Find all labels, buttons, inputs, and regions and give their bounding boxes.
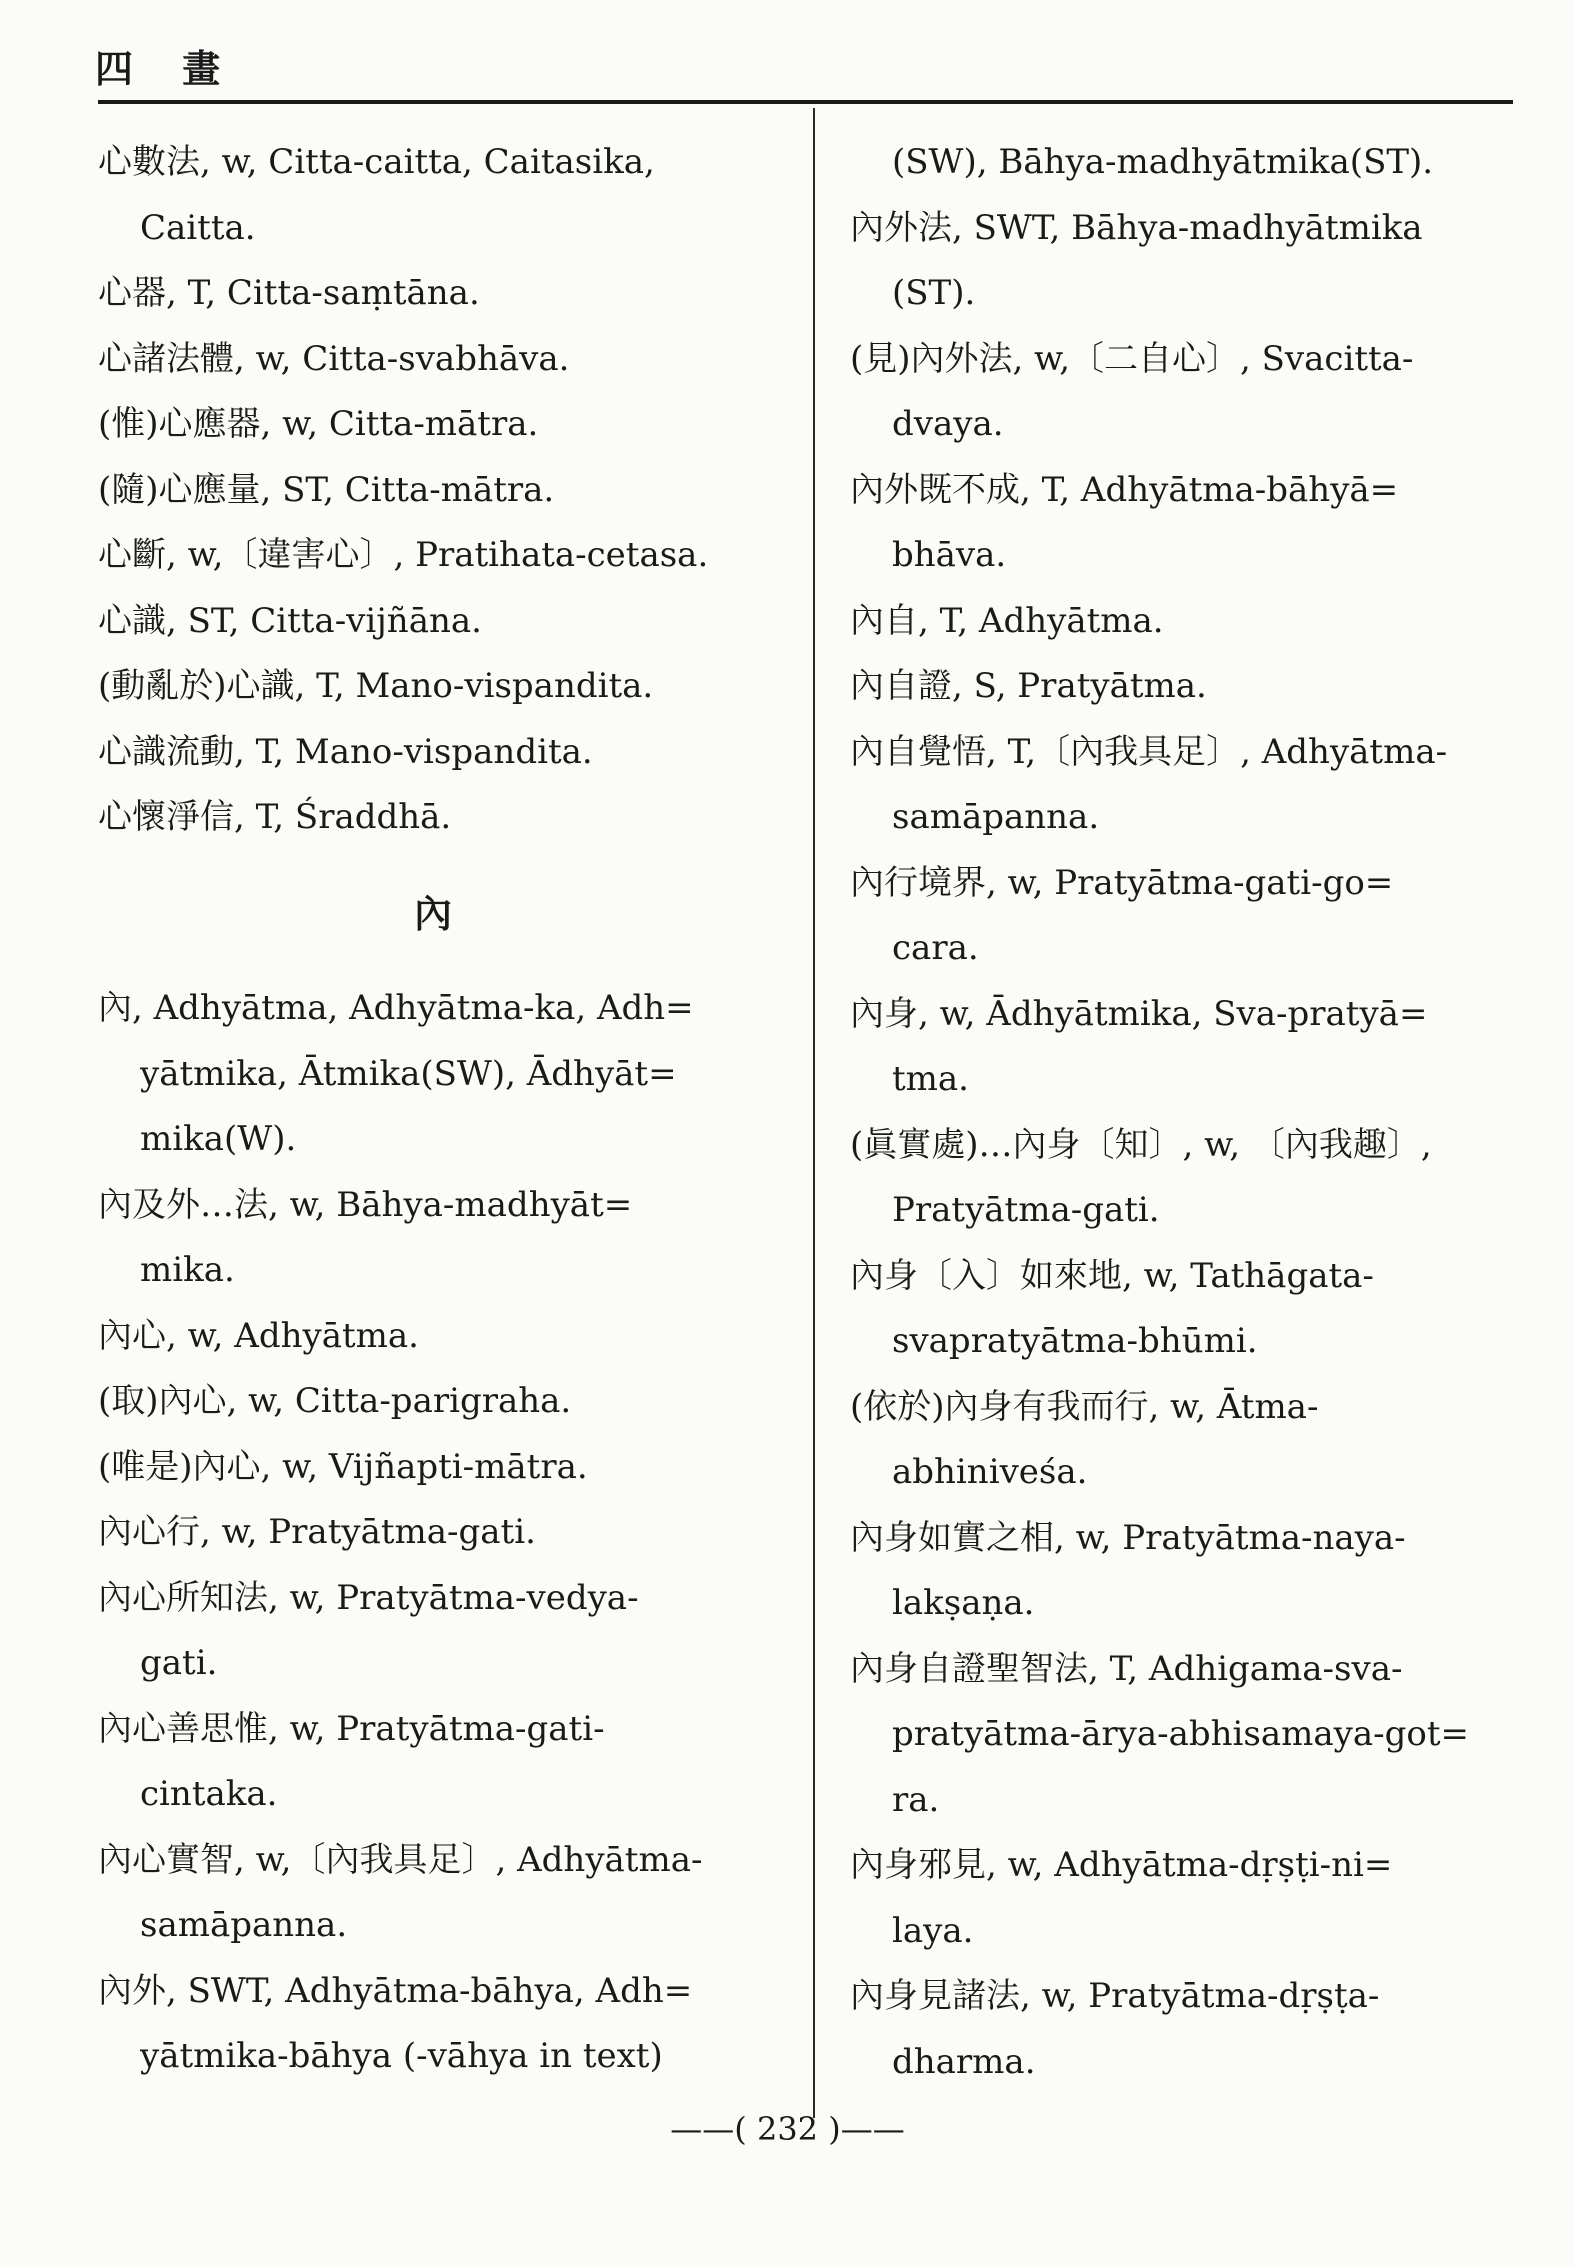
- dictionary-entry-line: (唯是)內心, w, Vijñapti-mātra.: [98, 1446, 588, 1487]
- section-gap: [98, 946, 768, 976]
- dictionary-entry-line: 內身〔入〕如來地, w, Tathāgata-: [850, 1255, 1374, 1296]
- dictionary-entry-line: dharma.: [892, 2041, 1036, 2082]
- page-header-title: 四 畫: [95, 46, 239, 91]
- dictionary-entry-line: yātmika, Ātmika(SW), Ādhyāt=: [140, 1053, 677, 1094]
- dictionary-entry-line: 內心善思惟, w, Pratyātma-gati-: [98, 1708, 605, 1749]
- right-entry-list: [850, 130, 1520, 2095]
- dictionary-entry-line: gati.: [140, 1643, 218, 1683]
- dictionary-entry-line: 內心行, w, Pratyātma-gati.: [98, 1512, 536, 1552]
- dictionary-entry-line: 內身, w, Ādhyātmika, Sva-pratyā=: [850, 993, 1428, 1034]
- dictionary-entry-line: ra.: [892, 1779, 940, 1820]
- dictionary-entry-line: 內心所知法, w, Pratyātma-vedya-: [98, 1577, 639, 1618]
- dictionary-entry-line: 內行境界, w, Pratyātma-gati-go=: [850, 862, 1394, 903]
- section-gap: [98, 851, 768, 881]
- dictionary-entry-line: Caitta.: [140, 207, 256, 248]
- dictionary-entry-line: mika(W).: [140, 1119, 297, 1159]
- dictionary-entry-line: (見)內外法, w,〔二自心〕, Svacitta-: [850, 338, 1414, 379]
- dictionary-entry-line: 內及外…法, w, Bāhya-madhyāt=: [98, 1184, 633, 1225]
- page-number: ——( 232 )——: [670, 2110, 905, 2148]
- dictionary-entry-line: (取)內心, w, Citta-parigraha.: [98, 1381, 572, 1421]
- dictionary-entry-line: (動亂於)心識, T, Mano-vispandita.: [98, 666, 654, 706]
- dictionary-entry-line: (SW), Bāhya-madhyātmika(ST).: [892, 142, 1434, 182]
- dictionary-entry-line: svapratyātma-bhūmi.: [892, 1321, 1258, 1361]
- dictionary-entry-line: 內, Adhyātma, Adhyātma-ka, Adh=: [98, 988, 694, 1028]
- dictionary-entry-line: 內身邪見, w, Adhyātma-dṛṣṭi-ni=: [850, 1845, 1393, 1885]
- dictionary-entry-line: (ST).: [892, 273, 976, 313]
- dictionary-entry-line: 心數法, w, Citta-caitta, Caitasika,: [98, 142, 655, 182]
- dictionary-entry-line: 心諸法體, w, Citta-svabhāva.: [98, 338, 570, 379]
- dictionary-entry-line: 內外既不成, T, Adhyātma-bāhyā=: [850, 469, 1399, 510]
- dictionary-entry-line: 心識流動, T, Mano-vispandita.: [98, 731, 593, 772]
- dictionary-entry-line: 內身自證聖智法, T, Adhigama-sva-: [850, 1648, 1403, 1689]
- dictionary-entry-line: lakṣaṇa.: [892, 1583, 1035, 1623]
- dictionary-entry-line: 內外法, SWT, Bāhya-madhyātmika: [850, 207, 1423, 248]
- section-heading-row: [98, 881, 768, 947]
- header-rule: [98, 100, 1513, 104]
- dictionary-entry-line: 心懷淨信, T, Śraddhā.: [98, 797, 452, 837]
- dictionary-entry-line: samāpanna.: [140, 1905, 348, 1945]
- left-column: [98, 130, 768, 2090]
- dictionary-entry-line: bhāva.: [892, 535, 1007, 575]
- dictionary-entry-line: (隨)心應量, ST, Citta-mātra.: [98, 469, 555, 510]
- left-entry-list: [98, 130, 768, 851]
- dictionary-entry-line: 內外, SWT, Adhyātma-bāhya, Adh=: [98, 1970, 693, 2011]
- section-heading: 內: [413, 890, 452, 936]
- right-column: [850, 130, 1520, 2095]
- dictionary-entry-line: 內身見諸法, w, Pratyātma-dṛṣṭa-: [850, 1976, 1380, 2016]
- dictionary-entry-line: 內自, T, Adhyātma.: [850, 600, 1164, 641]
- dictionary-entry-line: samāpanna.: [892, 797, 1100, 837]
- dictionary-entry-line: cara.: [892, 928, 979, 968]
- dictionary-entry-line: 內自證, S, Pratyātma.: [850, 666, 1207, 706]
- dictionary-entry-line: 內心實智, w,〔內我具足〕, Adhyātma-: [98, 1839, 703, 1880]
- dictionary-entry-line: 心器, T, Citta-saṃtāna.: [98, 273, 480, 313]
- dictionary-entry-line: Pratyātma-gati.: [892, 1190, 1160, 1230]
- dictionary-entry-line: dvaya.: [892, 404, 1004, 444]
- dictionary-entry-line: 內身如實之相, w, Pratyātma-naya-: [850, 1517, 1406, 1558]
- dictionary-entry-line: 內自覺悟, T,〔內我具足〕, Adhyātma-: [850, 731, 1448, 772]
- dictionary-entry-line: cintaka.: [140, 1774, 278, 1814]
- dictionary-entry-line: 心斷, w,〔違害心〕, Pratihata-cetasa.: [98, 535, 709, 575]
- dictionary-entry-line: abhiniveśa.: [892, 1452, 1088, 1492]
- dictionary-entry-line: tma.: [892, 1059, 969, 1099]
- dictionary-entry-line: yātmika-bāhya (-vāhya in text): [140, 2036, 663, 2076]
- dictionary-entry-line: pratyātma-ārya-abhisamaya-got=: [892, 1714, 1469, 1754]
- dictionary-entry-line: laya.: [892, 1910, 974, 1951]
- dictionary-entry-line: (依於)內身有我而行, w, Ātma-: [850, 1386, 1319, 1427]
- left-entry-list-2: [98, 976, 768, 2090]
- dictionary-entry-line: 內心, w, Adhyātma.: [98, 1315, 419, 1356]
- dictionary-entry-line: (惟)心應器, w, Citta-mātra.: [98, 404, 539, 444]
- column-divider: [813, 108, 815, 2118]
- dictionary-entry-line: mika.: [140, 1250, 235, 1290]
- dictionary-entry-line: (眞實處)…內身〔知〕, w, 〔內我趣〕,: [850, 1124, 1432, 1165]
- dictionary-entry-line: 心識, ST, Citta-vijñāna.: [98, 600, 482, 641]
